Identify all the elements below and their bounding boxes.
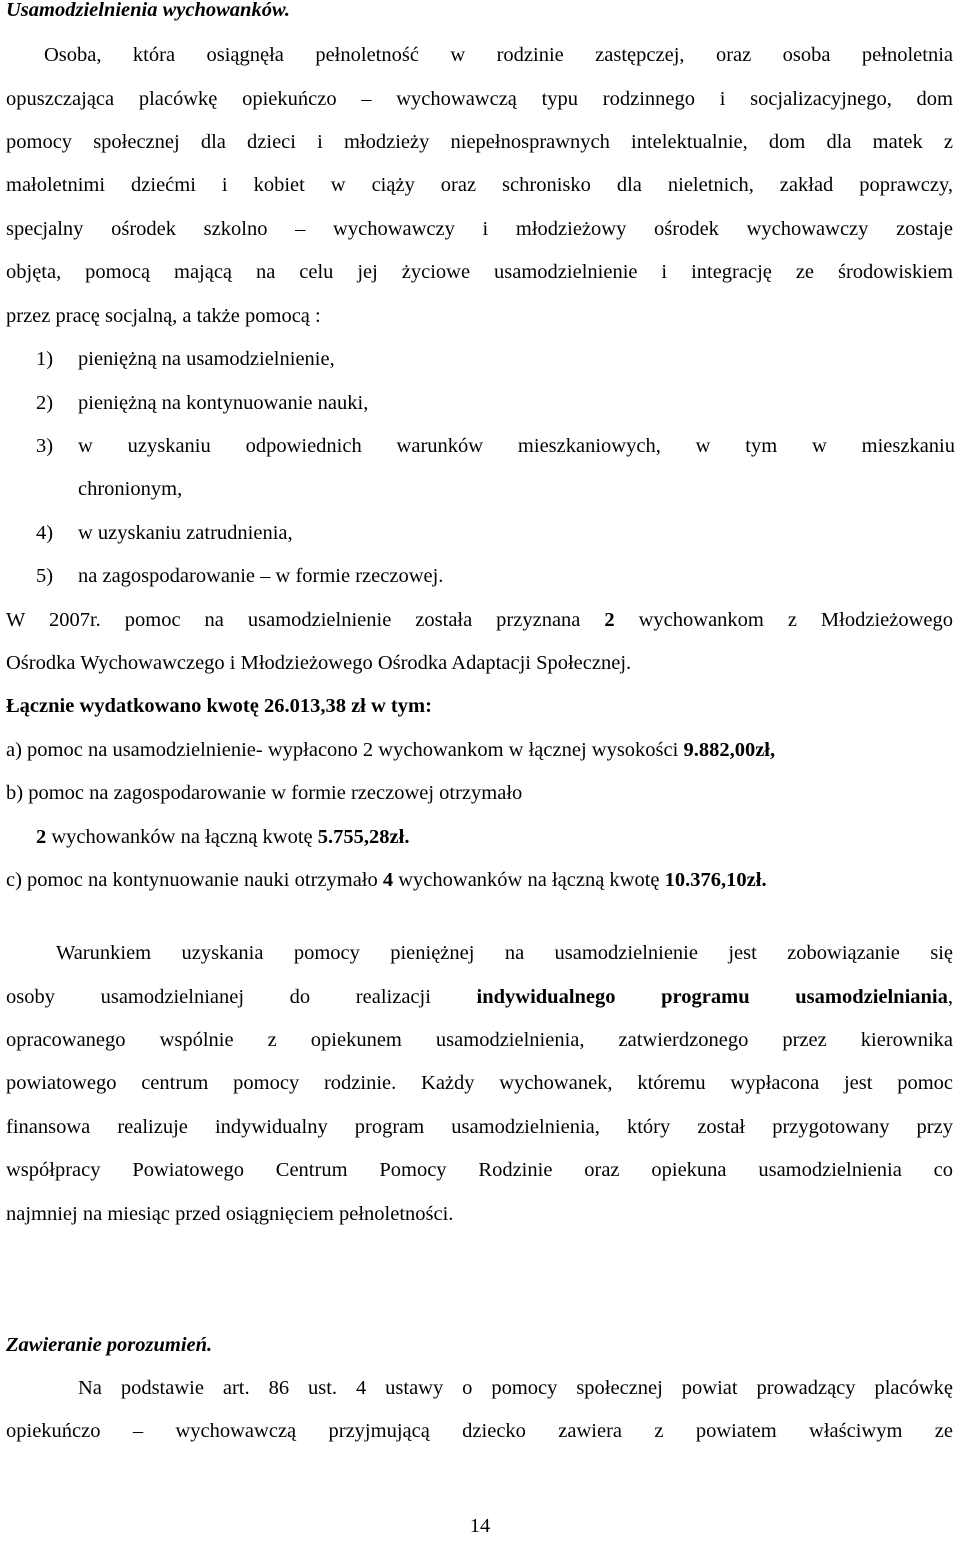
list-item-number: 4) bbox=[36, 522, 54, 544]
total-expenditure: Łącznie wydatkowano kwotę 26.013,38 zł w tym: bbox=[6, 695, 432, 717]
paragraph-line: opracowanego wspólnie z opiekunem usamodzielnienia, zatwierdzonego przez kierownika bbox=[6, 1029, 953, 1051]
program-name: indywidualnego programu usamodzielniania bbox=[476, 986, 948, 1008]
paragraph-line: współpracy Powiatowego Centrum Pomocy Rodzinie oraz opiekuna usamodzielnienia co bbox=[6, 1159, 953, 1181]
breakdown-count: 4 bbox=[382, 869, 394, 891]
breakdown-text: wychowanków na łączną kwotę bbox=[46, 826, 318, 848]
breakdown-amount: 10.376,10zł. bbox=[664, 869, 767, 891]
list-item-number: 2) bbox=[36, 392, 54, 414]
breakdown-text: a) pomoc na usamodzielnienie- wypłacono 2 wychowankom w łącznej wysokości bbox=[6, 739, 684, 761]
list-item-number: 1) bbox=[36, 348, 54, 370]
list-item-number: 5) bbox=[36, 565, 54, 587]
paragraph-text: osoby usamodzielnianej do realizacji bbox=[6, 986, 477, 1008]
summary-line bbox=[6, 605, 953, 635]
paragraph-line: powiatowego centrum pomocy rodzinie. Każdy wychowanek, któremu wypłacona jest pomoc bbox=[6, 1072, 953, 1094]
paragraph-line: opuszczająca placówkę opiekuńczo – wychowawczą typu rodzinnego i socjalizacyjnego, dom bbox=[6, 88, 953, 110]
paragraph-line: Osoba, która osiągnęła pełnoletność w rodzinie zastępczej, oraz osoba pełnoletnia bbox=[44, 44, 953, 66]
section-heading-porozumienia: Zawieranie porozumień. bbox=[6, 1334, 213, 1356]
breakdown-count: 2 bbox=[36, 826, 47, 848]
page-number: 14 bbox=[469, 1515, 491, 1537]
paragraph-text: , bbox=[947, 986, 953, 1008]
paragraph-line: Warunkiem uzyskania pomocy pieniężnej na usamodzielnienie jest zobowiązanie się bbox=[56, 942, 953, 964]
paragraph-line bbox=[6, 982, 953, 1012]
list-item-text: w uzyskaniu zatrudnienia, bbox=[78, 522, 293, 544]
paragraph-line: pomocy społecznej dla dzieci i młodzieży niepełnosprawnych intelektualnie, dom dla matek z bbox=[6, 131, 953, 153]
list-item-text: pieniężną na usamodzielnienie, bbox=[78, 348, 335, 370]
list-item-text-continued: chronionym, bbox=[78, 478, 183, 500]
breakdown-amount: 9.882,00zł, bbox=[683, 739, 776, 761]
paragraph-line: małoletnimi dziećmi i kobiet w ciąży oraz schronisko dla nieletnich, zakład poprawczy, bbox=[6, 174, 953, 196]
paragraph-line: Na podstawie art. 86 ust. 4 ustawy o pomocy społecznej powiat prowadzący placówkę bbox=[78, 1377, 953, 1399]
breakdown-a bbox=[6, 735, 953, 765]
breakdown-b-continued bbox=[36, 822, 960, 852]
breakdown-b: b) pomoc na zagospodarowanie w formie rzeczowej otrzymało bbox=[6, 782, 523, 804]
summary-text: W 2007r. pomoc na usamodzielnienie została przyznana bbox=[6, 609, 605, 631]
breakdown-text: c) pomoc na kontynuowanie nauki otrzymało bbox=[6, 869, 383, 891]
list-item-text: pieniężną na kontynuowanie nauki, bbox=[78, 392, 369, 414]
paragraph-line: finansowa realizuje indywidualny program usamodzielnienia, który został przygotowany przy bbox=[6, 1116, 953, 1138]
list-item-text: w uzyskaniu odpowiednich warunków mieszkaniowych, w tym w mieszkaniu bbox=[78, 435, 955, 457]
breakdown-amount: 5.755,28zł. bbox=[317, 826, 410, 848]
paragraph-line: specjalny ośrodek szkolno – wychowawczy i młodzieżowy ośrodek wychowawczy zostaje bbox=[6, 218, 953, 240]
paragraph-line: objęta, pomocą mającą na celu jej życiowe usamodzielnienie i integrację ze środowiskiem bbox=[6, 261, 953, 283]
paragraph-line: przez pracę socjalną, a także pomocą : bbox=[6, 305, 321, 327]
breakdown-c bbox=[6, 865, 953, 895]
summary-count: 2 bbox=[604, 609, 615, 631]
summary-line: Ośrodka Wychowawczego i Młodzieżowego Ośrodka Adaptacji Społecznej. bbox=[6, 652, 632, 674]
summary-text: wychowankom z Młodzieżowego bbox=[614, 609, 953, 631]
list-item-text: na zagospodarowanie – w formie rzeczowej. bbox=[78, 565, 444, 587]
section-heading-usamodzielnienia: Usamodzielnienia wychowanków. bbox=[6, 0, 290, 21]
breakdown-text: wychowanków na łączną kwotę bbox=[393, 869, 665, 891]
paragraph-line: najmniej na miesiąc przed osiągnięciem pełnoletności. bbox=[6, 1203, 454, 1225]
paragraph-line: opiekuńczo – wychowawczą przyjmującą dziecko zawiera z powiatem właściwym ze bbox=[6, 1420, 953, 1442]
list-item-number: 3) bbox=[36, 435, 54, 457]
